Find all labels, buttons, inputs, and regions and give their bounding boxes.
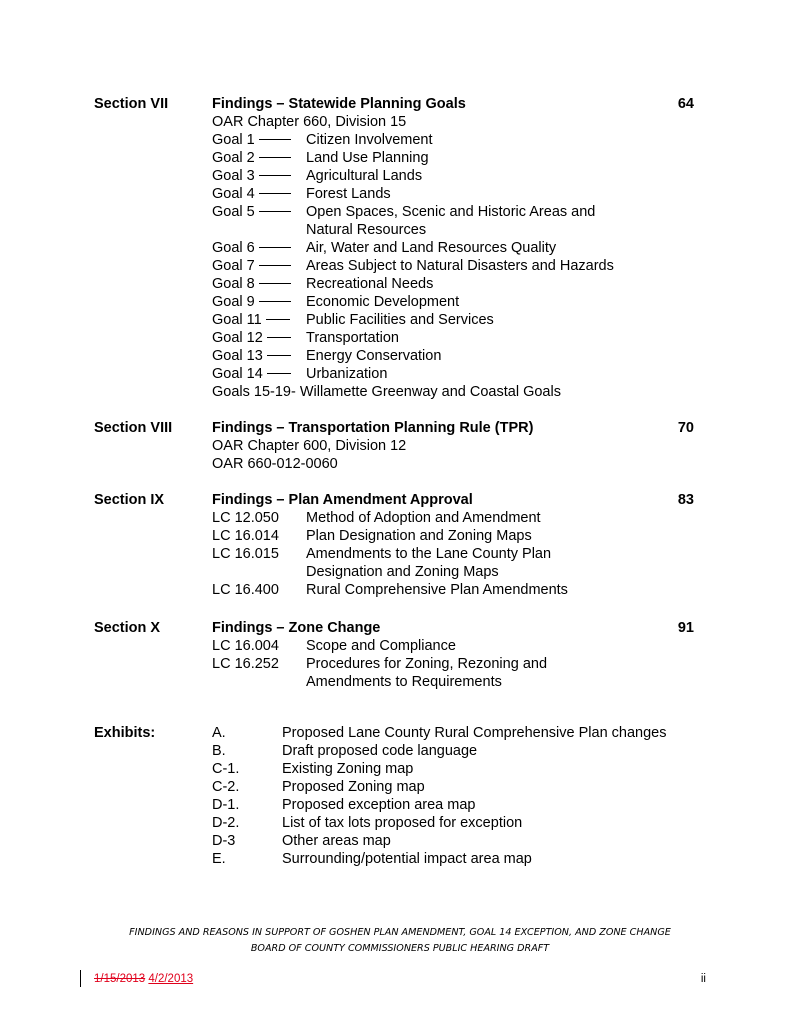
goal-row bbox=[212, 239, 561, 257]
exhibit-code: D-2. bbox=[212, 815, 240, 831]
dash-separator bbox=[259, 139, 291, 140]
goal-text: Citizen Involvement bbox=[306, 132, 433, 148]
revision-change-bar bbox=[80, 970, 81, 987]
inserted-date: 4/2/2013 bbox=[148, 973, 194, 985]
section-title: Findings – Plan Amendment Approval bbox=[212, 492, 473, 508]
section-page-number: 91 bbox=[677, 620, 694, 636]
exhibit-code: B. bbox=[212, 743, 226, 759]
lane-code-text: Plan Designation and Zoning Maps bbox=[306, 528, 532, 544]
section-page-number: 70 bbox=[677, 420, 694, 436]
footer-line-2: BOARD OF COUNTY COMMISSIONERS PUBLIC HEARING DRAFT bbox=[250, 943, 550, 954]
goal-code: Goal 14 bbox=[212, 366, 263, 382]
dash-separator bbox=[259, 175, 291, 176]
goal-row bbox=[212, 293, 561, 311]
goal-code: Goal 7 bbox=[212, 258, 255, 274]
lane-code-text: Method of Adoption and Amendment bbox=[306, 510, 541, 526]
lane-code-text: Designation and Zoning Maps bbox=[306, 564, 499, 580]
goal-code: Goal 12 bbox=[212, 330, 263, 346]
exhibit-text: Other areas map bbox=[282, 833, 391, 849]
goal-row bbox=[212, 329, 561, 347]
exhibit-text: Proposed Lane County Rural Comprehensive Plan changes bbox=[282, 725, 667, 741]
exhibit-code: D-1. bbox=[212, 797, 240, 813]
goal-text: Recreational Needs bbox=[306, 276, 434, 292]
goal-code: Goal 6 bbox=[212, 240, 255, 256]
goal-text: Energy Conservation bbox=[306, 348, 442, 364]
section-page-number: 64 bbox=[677, 96, 694, 112]
oar-reference: OAR 660-012-0060 bbox=[212, 456, 338, 472]
dash-separator bbox=[259, 265, 291, 266]
revision-date bbox=[94, 971, 193, 987]
dash-separator bbox=[267, 355, 291, 356]
goal-text: Transportation bbox=[306, 330, 399, 346]
section-label: Section X bbox=[94, 620, 161, 636]
section-body bbox=[212, 113, 614, 401]
footer-line-1: FINDINGS AND REASONS IN SUPPORT OF GOSHEN PLAN AMENDMENT, GOAL 14 EXCEPTION, AND ZONE CHANGE bbox=[129, 927, 671, 938]
dash-separator bbox=[267, 337, 291, 338]
lane-code: LC 16.004 bbox=[212, 638, 279, 654]
goal-text: Public Facilities and Services bbox=[306, 312, 494, 328]
lane-code-text: Rural Comprehensive Plan Amendments bbox=[306, 582, 568, 598]
dash-separator bbox=[259, 157, 291, 158]
goal-row bbox=[212, 185, 561, 203]
goal-text: Forest Lands bbox=[306, 186, 391, 202]
goal-code: Goal 1 bbox=[212, 132, 255, 148]
deleted-date: 1/15/2013 bbox=[94, 973, 146, 985]
goal-text: Open Spaces, Scenic and Historic Areas and bbox=[306, 204, 596, 220]
goal-row bbox=[212, 275, 561, 293]
exhibit-text: Existing Zoning map bbox=[282, 761, 414, 777]
goal-row bbox=[212, 347, 561, 365]
goal-text: Air, Water and Land Resources Quality bbox=[306, 240, 557, 256]
oar-reference: OAR Chapter 600, Division 12 bbox=[212, 438, 407, 454]
exhibit-text: Proposed Zoning map bbox=[282, 779, 425, 795]
lane-code: LC 16.252 bbox=[212, 656, 279, 672]
exhibits-label: Exhibits: bbox=[94, 725, 156, 741]
section-label: Section VIII bbox=[94, 420, 173, 436]
goal-code: Goal 5 bbox=[212, 204, 255, 220]
dash-separator bbox=[259, 301, 291, 302]
goal-code: Goal 3 bbox=[212, 168, 255, 184]
page-number: ii bbox=[700, 973, 706, 985]
section-title: Findings – Zone Change bbox=[212, 620, 381, 636]
goal-text: Areas Subject to Natural Disasters and Hazards bbox=[306, 258, 614, 274]
exhibit-code: A. bbox=[212, 725, 226, 741]
goal-code: Goal 11 bbox=[212, 312, 262, 328]
goal-text: Agricultural Lands bbox=[306, 168, 423, 184]
dash-separator bbox=[267, 373, 291, 374]
section-page-number: 83 bbox=[677, 492, 694, 508]
exhibit-code: C-1. bbox=[212, 761, 240, 777]
exhibit-text: Surrounding/potential impact area map bbox=[282, 851, 532, 867]
lane-code: LC 16.015 bbox=[212, 546, 279, 562]
goal-row bbox=[212, 203, 596, 221]
goal-row bbox=[212, 311, 561, 329]
goals-summary: Goals 15-19- Willamette Greenway and Coastal Goals bbox=[212, 384, 561, 400]
exhibit-code: D-3 bbox=[212, 833, 236, 849]
section-body bbox=[212, 437, 406, 473]
section-title: Findings – Statewide Planning Goals bbox=[212, 96, 466, 112]
section-title: Findings – Transportation Planning Rule (TPR) bbox=[212, 420, 534, 436]
exhibit-code: C-2. bbox=[212, 779, 240, 795]
section-label: Section IX bbox=[94, 492, 165, 508]
oar-reference: OAR Chapter 660, Division 15 bbox=[212, 114, 407, 130]
goal-code: Goal 4 bbox=[212, 186, 255, 202]
goal-text: Urbanization bbox=[306, 366, 388, 382]
lane-code: LC 16.400 bbox=[212, 582, 279, 598]
goal-text: Natural Resources bbox=[306, 222, 427, 238]
goal-row bbox=[212, 149, 561, 167]
goal-row-continued bbox=[212, 221, 561, 239]
lane-code-text: Amendments to the Lane County Plan bbox=[306, 546, 552, 562]
goal-text: Economic Development bbox=[306, 294, 460, 310]
goal-row bbox=[212, 365, 561, 383]
lane-code-text: Scope and Compliance bbox=[306, 638, 456, 654]
exhibit-text: Proposed exception area map bbox=[282, 797, 476, 813]
dash-separator bbox=[259, 283, 291, 284]
goal-code: Goal 2 bbox=[212, 150, 255, 166]
dash-separator bbox=[266, 319, 290, 320]
goal-code: Goal 13 bbox=[212, 348, 263, 364]
lane-code-text: Procedures for Zoning, Rezoning and bbox=[306, 656, 548, 672]
lane-code-text: Amendments to Requirements bbox=[306, 674, 502, 690]
goal-row bbox=[212, 167, 561, 185]
dash-separator bbox=[259, 193, 291, 194]
lane-code: LC 12.050 bbox=[212, 510, 279, 526]
exhibit-text: List of tax lots proposed for exception bbox=[282, 815, 523, 831]
goal-text: Land Use Planning bbox=[306, 150, 429, 166]
goal-code: Goal 8 bbox=[212, 276, 255, 292]
exhibit-text: Draft proposed code language bbox=[282, 743, 478, 759]
exhibit-code: E. bbox=[212, 851, 226, 867]
section-label: Section VII bbox=[94, 96, 169, 112]
goal-code: Goal 9 bbox=[212, 294, 255, 310]
goal-row bbox=[212, 257, 614, 275]
dash-separator bbox=[259, 247, 291, 248]
lane-code: LC 16.014 bbox=[212, 528, 279, 544]
goal-row bbox=[212, 131, 561, 149]
dash-separator bbox=[259, 211, 291, 212]
